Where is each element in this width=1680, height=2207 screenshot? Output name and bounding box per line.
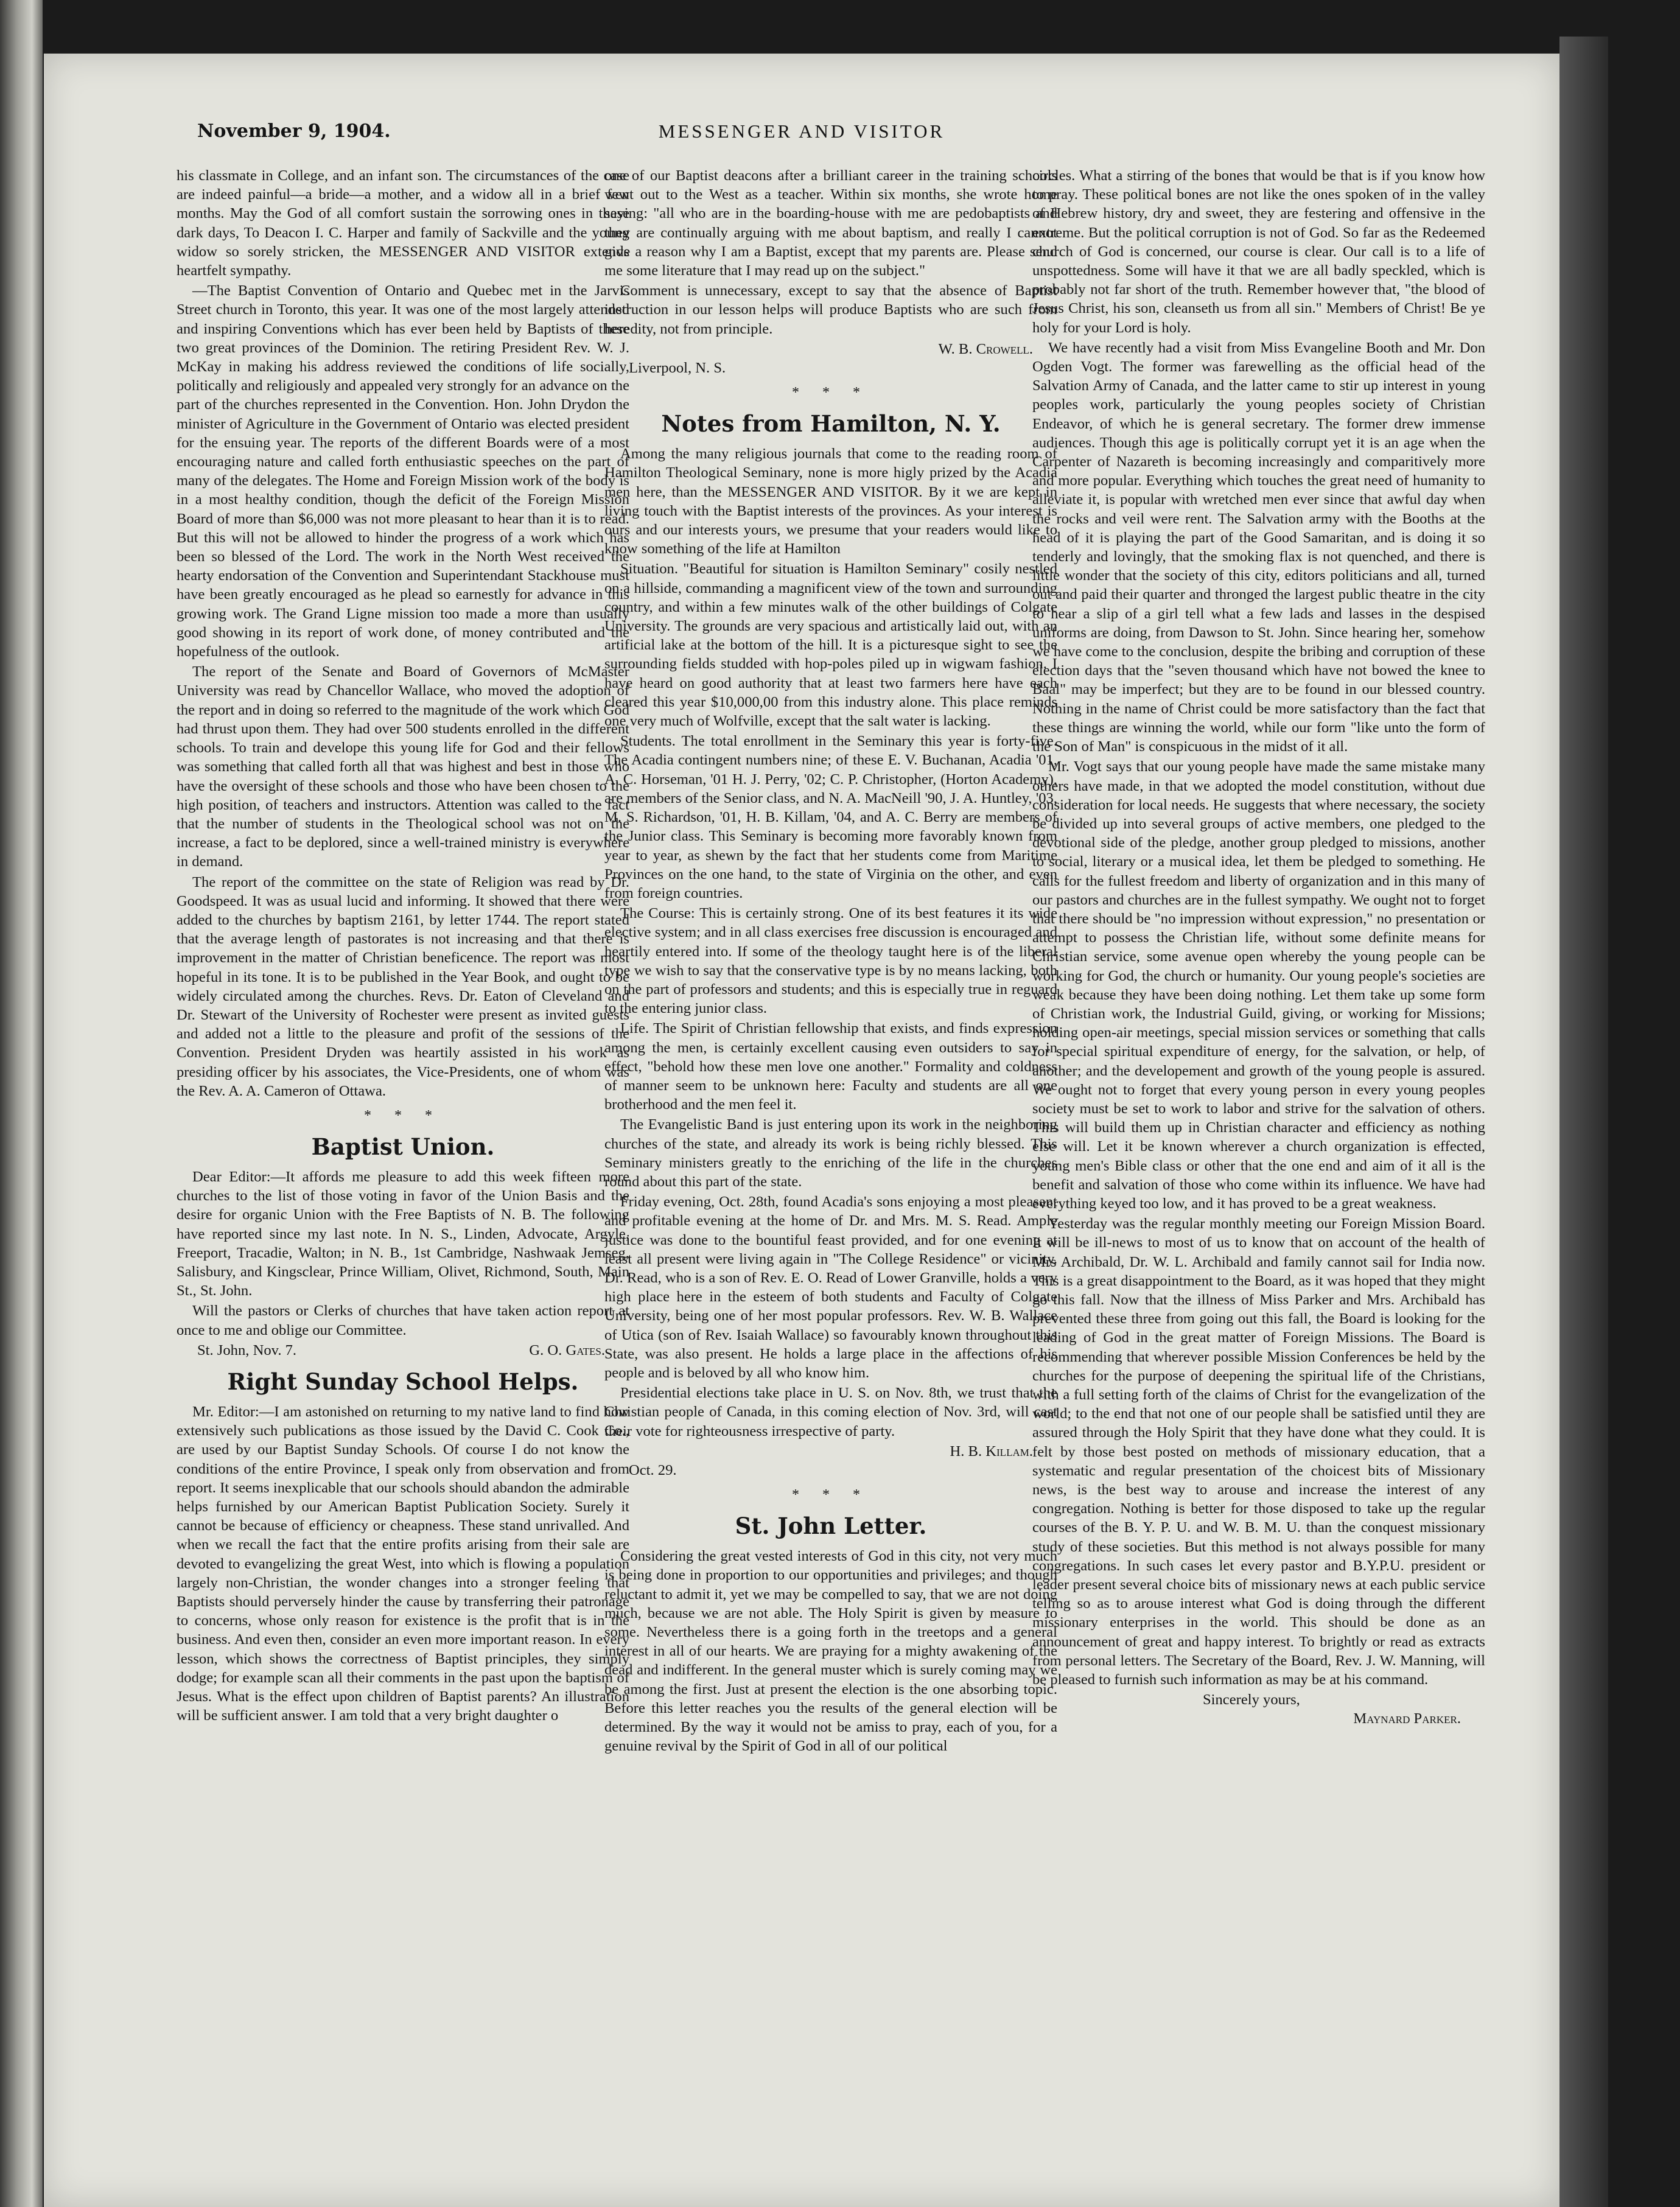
page-header: [44, 121, 1559, 157]
paragraph: one of our Baptist deacons after a brilliant career in the training schools went out to the West as a teacher. Within six months, she wrote home saying: "all who are in the boarding-house with me are pedobaptists and they are continually arguing with me about baptism, and really I cannot give a reason why I am a Baptist, except that my parents are. Please send me some literature that I may read up on the subject.": [604, 167, 1057, 279]
signature: G. O. Gates.: [529, 1341, 605, 1359]
paragraph: Mr. Editor:—I am astonished on returning to my native land to find how extensively such publications as those issued by the David C. Cook Co., are used by our Baptist Sunday Schools. Of course I do not know the conditions of the entire Province, I speak only from observation and from report. It seems inexplicable that our schools should abandon the admirable helps furnished by our American Baptist Publication Society. Surely it cannot be because of efficiency or cheapness. These stand unrivalled. And when we recall the fact that the entire profits arising from their sale are devoted to evangelizing the great West, into which is flowing a population largely non-Christian, the wonder changes into a stronger feeling that Baptists should perversely hinder the cause by transferring their patronage to concerns, whose only reason for existence is the profit that is in the business. And even then, consider an even more important reason. In every lesson, which shows the correctness of Baptist principles, they simply dodge; for example scan all their comments in the past upon the baptism of Jesus. What is the effect upon children of Baptist parents? An illustration will be sufficient answer. I am told that a very bright daughter o: [177, 1403, 629, 1724]
signature: W. B. Crowell.: [938, 340, 1033, 357]
paragraph: Dear Editor:—It affords me pleasure to add this week fifteen more churches to the list of those voting in favor of the Union Basis and the desire for organic Union with the Free Baptists of N. B. The following have reported since my last note. In N. S., Linden, Advocate, Argyle, Freeport, Tracadie, Walton; in N. B., 1st Cambridge, Nashwaak Jemseg, Salisbury, and Kingsclear, Prince William, Olivet, Richmond, South, Main St., St. John.: [177, 1168, 629, 1299]
paragraph: Presidential elections take place in U. S. on Nov. 8th, we trust that the Christian people of Canada, in this coming election of Nov. 3rd, will cast their vote for righteousness irrespective of party.: [604, 1385, 1057, 1439]
section-divider: * * *: [792, 1487, 870, 1503]
paragraph: Among the many religious journals that come to the reading room of Hamilton Theological Seminary, none is more higly prized by the Acadia men here, than the MESSENGER AND VISITOR. By it we are kept in living touch with the Baptist interests of the provinces. As your interest is ours and our interests yours, we presume that your readers would like to know something of the life at Hamilton: [604, 446, 1057, 558]
paragraph: Considering the great vested interests of God in this city, not very much is being done in proportion to our opportunities and privileges; and though reluctant to admit it, yet we may be compelled to say, that we are not doing much, because we are not able. The Holy Spirit is given by measure to some. Nevertheless there is a going forth in the treetops and a general interest in all of our hearts. We are praying for a mighty awakening of the dead and indifferent. In the general muster which is surely coming may we be among the first. Just at present the election is the one absorbing topic. Before this letter reaches you the results of the general election will be determined. By the way it would not be amiss to pray, each of you, for a genuine revival by the Spirit of God in all of our political: [604, 1548, 1057, 1755]
headline-baptist-union: Baptist Union.: [311, 1133, 495, 1160]
paragraph: —The Baptist Convention of Ontario and Quebec met in the Jarvis Street church in Toronto, this year. It was one of the most largely attended and inspiring Conventions which has ever been held by Baptists of these two great provinces of the Dominion. The retiring President Rev. W. J. McKay in making his address reviewed the conditions of life socially, politically and religiously and appealed very strongly for an advance on the part of the churches represented in the Convention. Hon. John Drydon the minister of Agriculture in the Government of Ontario was elected president for the ensuing year. The reports of the different Boards were of a most encouraging nature and called forth enthusiastic speeches on the part of many of the delegates. The Home and Foreign Mission work of the body is in a most healthy condition, though the deficit of the Foreign Mission Board of more than $6,000 was not more pleasant to hear than it is to read. But this will not be allowed to hinder the progress of a work which has been so blessed of the Lord. The work in the North West received the hearty endorsation of the Convention and Superintendant Stackhouse must have been greatly encouraged as he plead so earnestly for advance in this growing work. The Grand Ligne mission too made a more than usually good showing in its report of work done, of money contributed and the hopefulness of the outlook.: [177, 282, 629, 660]
paragraph: Will the pastors or Clerks of churches that have taken action report at once to me and oblige our Committee.: [177, 1303, 629, 1338]
adjacent-page-edge: [0, 0, 43, 2207]
paragraph: We have recently had a visit from Miss Evangeline Booth and Mr. Don Ogden Vogt. The former was farewelling as the official head of the Salvation Army of Canada, and the latter came to stir up interest in young peoples work, particularly the young peoples society of Christian Endeavor, of which he is general secretary. The former drew immense audiences. Though this age is politically corrupt yet it is an age when the Carpenter of Nazareth is becoming increasingly and comparitively more and more popular. Everything which touches the great need of humanity to alleviate it, is popular with wretched men ever since that awful day when the rocks and veil were rent. The Salvation army with the Booths at the head of it is playing the part of the Good Samaritan, and is doing it so tenderly and lovingly, that the smoking flax is not quenched, and there is little wonder that the society of this city, editors politicians and all, turned out and paid their quarter and thronged the largest public theatre in the city to hear a slip of a girl tell what a few lads and lasses in the despised uniforms are doing, from Dawson to St. John. Since hearing her, somehow we have come to the conclusion, despite the bribing and corruption of these election days that the "seven thousand which have not bowed the knee to Baal" may be imperfect; but they are to be found in our blessed country. Nothing in the name of Christ could be more satisfactory than the fact that these things are winning the world, while our form "like unto the form of the Son of Man" is conspicuous in the midst of it all.: [1032, 339, 1485, 755]
newspaper-page: [44, 54, 1559, 2207]
dateline: St. John, Nov. 7.: [197, 1341, 297, 1359]
column-right: [1032, 166, 1485, 2187]
paragraph: The report of the Senate and Board of Governors of McMaster University was read by Chancellor Wallace, who moved the adoption of the report and in doing so referred to the magnitude of the work which God had thrust upon them. They had over 500 students enrolled in the different schools. To train and develope this young life for God and their fellows was something that called forth all that was highest and best in those who have the oversight of these schools and those who have been chosen to the high position, of teachers and instructors. Attention was called to the fact that the number of students in the Theological school was not on the increase, a fact to be deplored, since a well-trained ministry is everywhere in demand.: [177, 663, 629, 870]
dateline: Oct. 29.: [629, 1462, 677, 1478]
signature: H. B. Killam.: [950, 1443, 1033, 1460]
paragraph: Comment is unnecessary, except to say that the absence of Baptist instruction in our lesson helps will produce Baptists who are such from heredity, not from principle.: [604, 282, 1057, 337]
paragraph: The Evangelistic Band is just entering upon its work in the neighboring churches of the state, and already its work is being richly blessed. This Seminary ministers greatly to the enriching of the life in the churches round about this part of the state.: [604, 1116, 1057, 1190]
paragraph: The Course: This is certainly strong. One of its best features it its wide elective system; and in all class exercises free discussion is encouraged and heartily entered into. If some of the theology taught here is of the liberal type we wish to say that the conservative type is by no means lacking, both on the part of professors and students; and this is especially true in reguard to the entering junior class.: [604, 905, 1057, 1017]
headline-hamilton: Notes from Hamilton, N. Y.: [661, 410, 1001, 438]
column-middle: [604, 166, 1057, 2187]
paragraph: his classmate in College, and an infant son. The circumstances of the case are indeed painful—a bride—a mother, and a widow all in a brief few months. May the God of all comfort sustain the sorrowing ones in these dark days, To Deacon I. C. Harper and family of Sackville and the young widow so sorely stricken, the MESSENGER AND VISITOR extends heartfelt sympathy.: [177, 167, 629, 279]
paragraph: Life. The Spirit of Christian fellowship that exists, and finds expression among the men, is certainly excellent causing even outsiders to say in effect, "behold how these men love one another." Formality and coldness of manner seem to be unknown here: Faculty and students are all one brotherhood and the men feel it.: [604, 1020, 1057, 1113]
headline-st-john: St. John Letter.: [735, 1513, 927, 1540]
paragraph: Students. The total enrollment in the Seminary this year is forty-five. The Acadia contingent numbers nine; of these E. V. Buchanan, Acadia '01, A. C. Horseman, '01 H. J. Perry, '02; C. P. Christopher, (Horton Academy), are members of the Senior class, and N. A. MacNeill '90, J. A. Huntley, '03, M. S. Richardson, '01, H. B. Killam, '04, and A. C. Berry are members of the Junior class. This Seminary is becoming more favorably known from year to year, as shewn by the fact that her students come from Maritime Provinces on the one hand, to the state of Virginia on the other, and even from foreign countries.: [604, 733, 1057, 901]
paragraph: Friday evening, Oct. 28th, found Acadia's sons enjoying a most pleasant and profitable evening at the home of Dr. and Mrs. M. S. Read. Ample justice was done to the bountiful feast provided, and for one evening at least all present were living again in "The College Residence" or vicinity. Dr. Read, who is a son of Rev. E. O. Read of Lower Granville, holds a very high place here in the esteem of both students and Faculty of Colgate University, being one of her most popular professors. Rev. W. B. Wallace of Utica (son of Rev. Isaiah Wallace) so favourably known throughout this State, was also present. He holds a large place in the affections of his people and is beloved by all who know him.: [604, 1194, 1057, 1381]
signature: Maynard Parker.: [1353, 1710, 1461, 1727]
paper-title: MESSENGER AND VISITOR: [658, 121, 945, 142]
signature-line: [177, 1341, 629, 1360]
paragraph: Situation. "Beautiful for situation is Hamilton Seminary" cosily nestled on a hillside, commanding a magnificent view of the town and surrounding country, and within a few minutes walk of the other buildings of Colgate University. The grounds are very spacious and artistically laid out, with an artificial lake at the bottom of the hill. It is a picturesque sight to see the surrounding fields studded with hop-poles piled up in wigwam fashion. I have heard on good authority that at least two farmers here have each cleared this year $10,000,00 from this industry alone. This place reminds one very much of Wolfville, except that the salt water is lacking.: [604, 561, 1057, 730]
section-divider: * * *: [792, 385, 870, 401]
closing: Sincerely yours,: [1203, 1691, 1300, 1709]
paragraph: circles. What a stirring of the bones that would be that is if you know how to pray. These political bones are not like the ones spoken of in the valley of Hebrew history, dry and sweet, they are festering and offensive in the extreme. But the political corruption is not of God. So far as the Redeemed church of God is concerned, our course is clear. Our call is to a life of unspottedness. Some will have it that we are all badly speckled, which is probably not far short of the truth. Remember however that, "the blood of Jesus Christ, his son, cleanseth us from all sin." Members of Christ! Be ye holy for your Lord is holy.: [1032, 167, 1485, 336]
column-left: [177, 166, 629, 2187]
section-divider: * * *: [364, 1107, 442, 1124]
dateline: Liverpool, N. S.: [629, 360, 726, 377]
paragraph: Yesterday was the regular monthly meeting our Foreign Mission Board. It will be ill-news to most of us to know that on account of the health of Mrs Archibald, Dr. W. L. Archibald and family cannot sail for India now. This is a great disappointment to the Board, as it was hoped that they might go this fall. Now that the illness of Miss Parker and Mrs. Archibald has prevented these three from going out this fall, the Board is looking for the leading of God in the great matter of Foreign Missions. The Board is recommending that wherever possible Mission Conferences be held by the churches for the purpose of deepening the spiritual life of the Christians, with a full setting forth of the claims of Christ for the evangelization of the world; to the end that not one of our people shall be satisfied until they are assured through the Holy Spirit that they have done what they could. It is felt by those best posted on methods of missionary education, that a systematic and regular presentation of the choicest bits of Missionary news, is the best way to arouse and increase the interest of any congregation. Nothing is better for those disposed to take up the regular courses of the B. Y. P. U. and W. B. M. U. than the conquest missionary study of these societies. But this method is not always possible for many congregations. In such cases let every pastor and B.Y.P.U. president or leader present several choice bits of missionary news at each public service telling so as to arouse interest what God is doing through the different missionary enterprises in the world. This should be done as an announcement of great and happy interest. To brightly or read as extracts from personal letters. The Secretary of the Board, Rev. J. W. Manning, will be pleased to furnish such information as may be at his command.: [1032, 1215, 1485, 1688]
issue-date: November 9, 1904.: [197, 121, 391, 142]
paragraph: Mr. Vogt says that our young people have made the same mistake many others have made, in that we adopted the model constitution, without due consideration for local needs. He suggests that where necessary, the society be divided up into several groups of active members, one pledged to the devotional side of the pledge, another group pledged to missions, another to social, literary or a musical idea, let them be pledged to something. He calls for the fullest freedom and liberty of organization and in this many of our pastors and churches are in the fullest sympathy. We ought not to forget that there should be "no impression without expression," no presentation or attempt to possess the Christian life, without some definite means for Christian service, some avenue open whereby the young people can be working for God, the church or humanity. Our young people's societies are weak because they have been doing nothing. Let them take up some form of Christian work, the Industrial Guild, giving, or working for Missions; holding open-air meetings, special mission services or something that calls for special spiritual expenditure of energy, for the salvation, or help, of another; and the developement and growth of the young people is assured. We ought not to forget that every young person in every young peoples society must be set to work to labor and strive for the salvation of others. This will build them up in Christian character and efficiency as nothing else will. Let it be known wherever a church organization is effected, young men's Bible class or other that the one end and aim of it all is the benefit and salvation of those who come within its influence. We have had everything keyed too low, and it has proved to be a great weakness.: [1032, 758, 1485, 1212]
binding-shadow: [1559, 37, 1608, 2207]
paragraph: The report of the committee on the state of Religion was read by Dr. Goodspeed. It was as usual lucid and informing. It showed that there were added to the churches by baptism 2161, by letter 1744. The report stated that the average length of pastorates is not increasing and that there is improvement in the matter of Christian beneficence. The report was most hopeful in its tone. It is to be published in the Year Book, and ought to be widely circulated among the churches. Revs. Dr. Eaton of Cleveland and Dr. Stewart of the University of Rochester were present as invited guests and added not a little to the pleasure and profit of the sessions of the Convention. President Dryden was heartily assisted in his work as presiding officer by his associates, the Vice-Presidents, one of whom was the Rev. A. A. Cameron of Ottawa.: [177, 873, 629, 1099]
headline-sunday-school: Right Sunday School Helps.: [227, 1368, 579, 1395]
